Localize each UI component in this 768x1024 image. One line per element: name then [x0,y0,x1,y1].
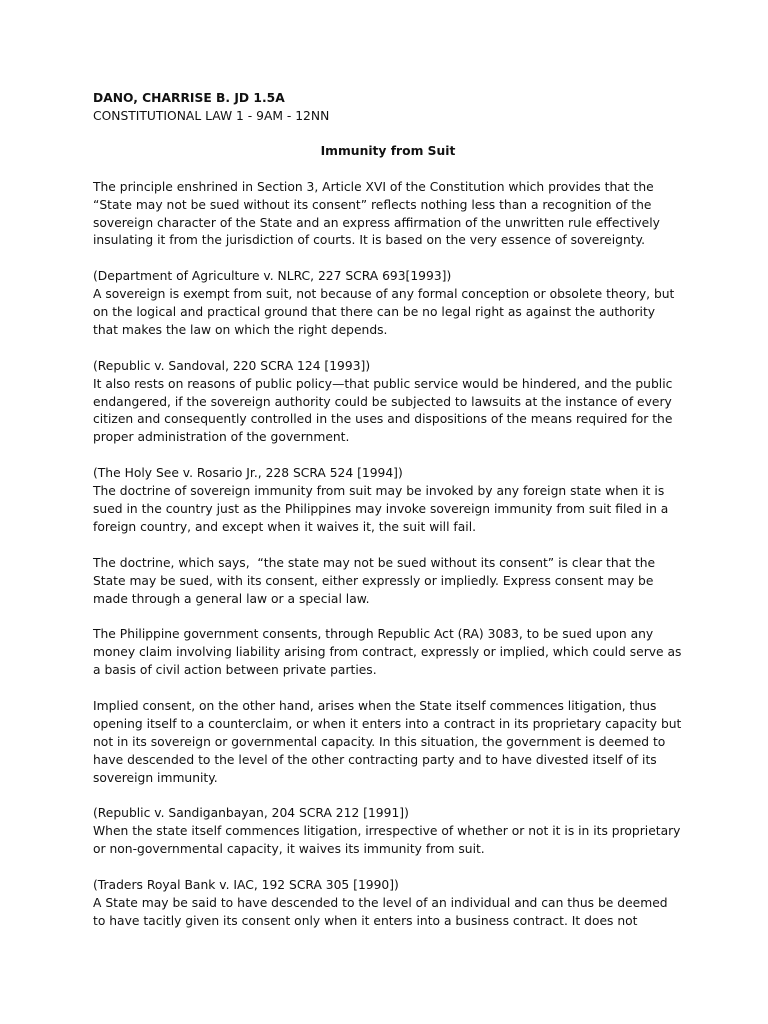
paragraph [93,626,683,680]
document-body [93,90,683,949]
paragraph-text: A State may be said to have descended to the level of an individual and can thus be deemed to have tacitly given its consent only when it enters into a business contract. It does not [93,895,668,928]
case-citation: (Traders Royal Bank v. IAC, 192 SCRA 305 [1990]) [93,877,399,892]
paragraph-text: The doctrine of sovereign immunity from suit may be invoked by any foreign state when it is sued in the country just as the Philippines may invoke sovereign immunity from suit filed in a foreign country, and except when it waives it, the suit will fail. [93,484,669,534]
paragraph [93,179,683,251]
paragraph-text: Implied consent, on the other hand, arises when the State itself commences litigation, thus opening itself to a counterclaim, or when it enters into a contract in its proprietary capacity but not in its sovereign or governmental capacity. In this situation, the government is deemed to have descended to the level of the other contracting party and to have divested itself of its sovereign immunity. [93,698,682,785]
paragraph [93,358,683,448]
paragraph-text: When the state itself commences litigation, irrespective of whether or not it is in its proprietary or non-governmental capacity, it waives its immunity from suit. [93,824,681,857]
case-citation: (Republic v. Sandoval, 220 SCRA 124 [1993]) [93,358,371,373]
document-title: Immunity from Suit [320,143,456,158]
case-citation: (The Holy See v. Rosario Jr., 228 SCRA 524 [1994]) [93,466,403,481]
paragraph-text: The Philippine government consents, through Republic Act (RA) 3083, to be sued upon any money claim involving liability arising from contract, expressly or implied, which could serve as a basis of civil action between private parties. [93,627,682,678]
case-citation: (Department of Agriculture v. NLRC, 227 SCRA 693[1993]) [93,269,452,284]
paragraph [93,877,683,931]
paragraph [93,805,683,859]
paragraph [93,555,683,609]
paragraph-text: The doctrine, which says, “the state may not be sued without its consent” is clear that the State may be sued, with its consent, either expressly or impliedly. Express consent may be made through a general law or a special law. [93,555,656,606]
case-citation: (Republic v. Sandiganbayan, 204 SCRA 212 [1991]) [93,806,409,821]
paragraph [93,698,683,788]
paragraph [93,465,683,537]
paragraph-text: It also rests on reasons of public policy—that public service would be hindered, and the public endangered, if the sovereign authority could be subjected to lawsuits at the instance of every citizen and consequently controlled in the uses and dispositions of the means required for the proper administration of the government. [93,376,673,445]
paragraph-text: The principle enshrined in Section 3, Article XVI of the Constitution which provides that the “State may not be sued without its consent” reflects nothing less than a recognition of the sovereign character of the State and an express affirmation of the unwritten rule effectively insulating it from the jurisdiction of courts. It is based on the very essence of sovereignty. [93,179,660,248]
paragraph-text: A sovereign is exempt from suit, not because of any formal conception or obsolete theory, but on the logical and practical ground that there can be no legal right as against the authority that makes the law on which the right depends. [93,287,675,337]
paragraph [93,268,683,340]
course-line: CONSTITUTIONAL LAW 1 - 9AM - 12NN [93,108,330,123]
author-line: DANO, CHARRISE B. JD 1.5A [93,91,285,105]
